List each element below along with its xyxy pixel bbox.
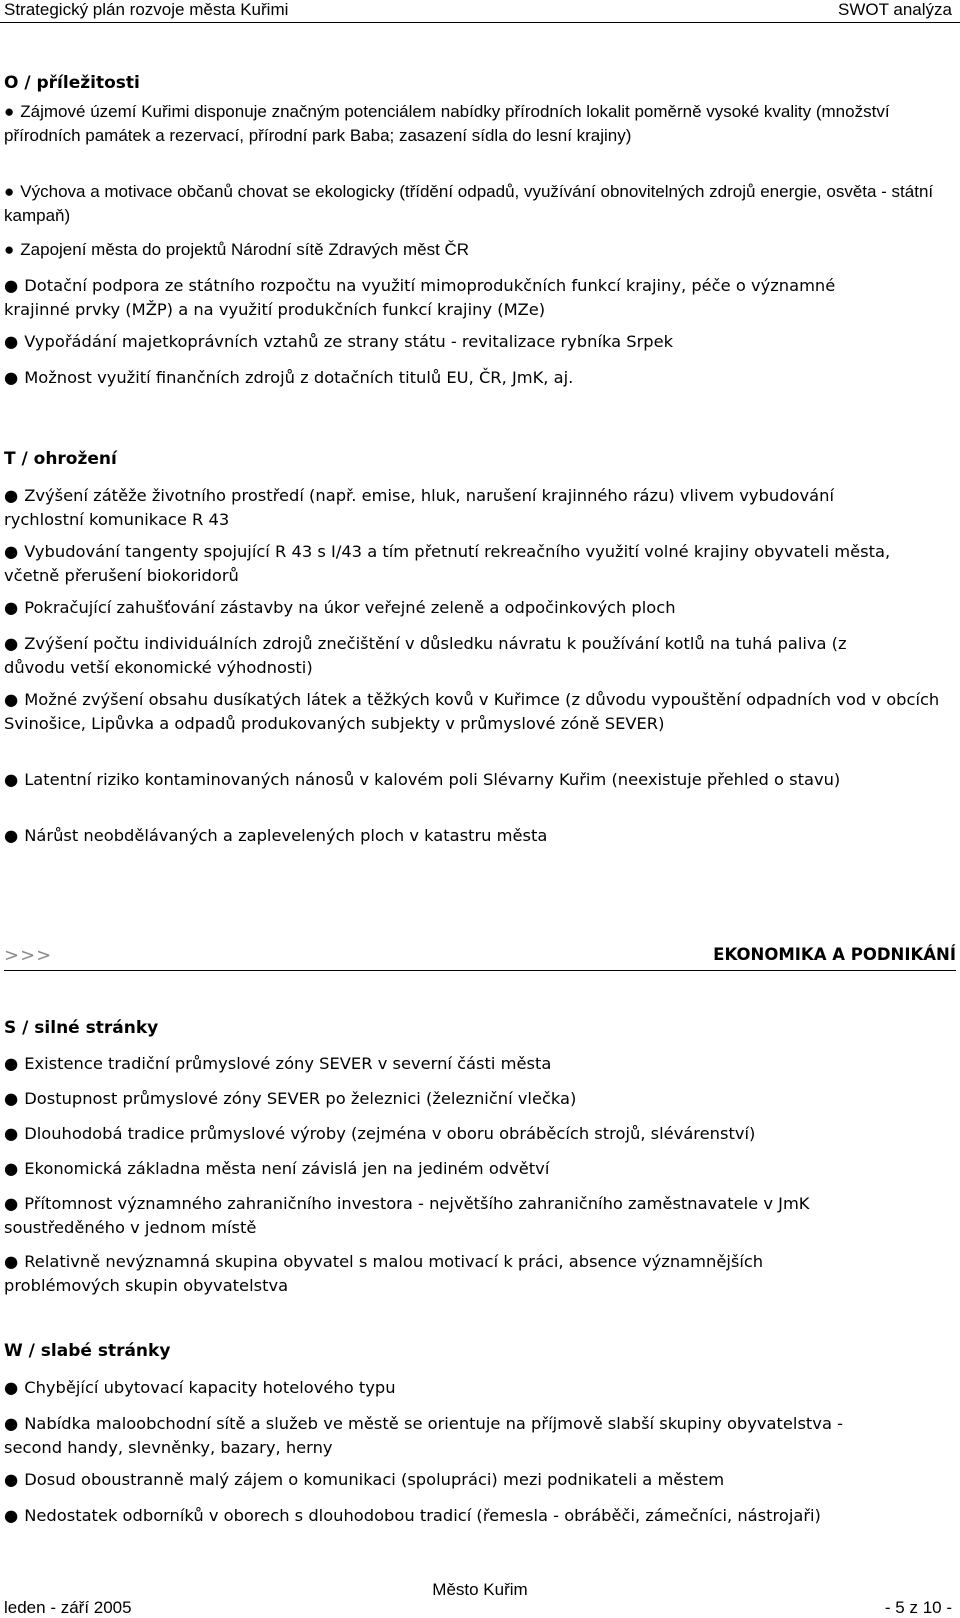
list-item: ● Vypořádání majetkoprávních vztahů ze strany státu - revitalizace rybníka Srpek (4, 330, 956, 354)
threats-section (4, 448, 956, 470)
page-header (0, 0, 960, 23)
weaknesses-section (4, 1340, 956, 1362)
section-name: SWOT analýza (837, 0, 952, 19)
list-item: ● Zvýšení počtu individuálních zdrojů znečištění v důsledku návratu k používání kotlů na tuhá paliva (z důvodu vetší ekonomické výhodnosti) (4, 632, 904, 680)
list-item: ● Ekonomická základna města není závislá jen na jediném odvětví (4, 1157, 956, 1181)
opportunities-section (4, 72, 956, 94)
chapter-divider (4, 945, 956, 971)
chapter-title: EKONOMIKA A PODNIKÁNÍ (713, 945, 956, 964)
list-item: ● Latentní riziko kontaminovaných nánosů v kalovém poli Slévarny Kuřim (neexistuje přehled o stavu) (4, 768, 924, 792)
list-item: ● Možnost využití finančních zdrojů z dotačních titulů EU, ČR, JmK, aj. (4, 366, 956, 390)
list-item: ● Nárůst neobdělávaných a zaplevelených ploch v katastru města (4, 824, 956, 848)
section-title: S / silné stránky (4, 1018, 159, 1038)
list-item: ● Pokračující zahušťování zástavby na úkor veřejné zeleně a odpočinkových ploch (4, 596, 956, 620)
list-item: ● Vybudování tangenty spojující R 43 s I/43 a tím přetnutí rekreačního využití volné krajiny obyvateli města, včetně přerušení biokoridorů (4, 540, 904, 588)
list-item: ● Existence tradiční průmyslové zóny SEVER v severní části města (4, 1052, 956, 1076)
list-item: ● Zapojení města do projektů Národní sítě Zdravých měst ČR (4, 238, 956, 262)
footer-city: Město Kuřim (432, 1580, 528, 1599)
list-item: ● Dotační podpora ze státního rozpočtu na využití mimoprodukčních funkcí krajiny, péče o významné krajinné prvky (MŽP) a na využití produkčních funkcí krajiny (MZe) (4, 274, 904, 322)
list-item: ● Přítomnost významného zahraničního investora - největšího zahraničního zaměstnavatele v JmK soustředěného v jednom místě (4, 1192, 914, 1240)
document-title: Strategický plán rozvoje města Kuřimi (4, 0, 289, 19)
list-item: ● Možné zvýšení obsahu dusíkatých látek a těžkých kovů v Kuřimce (z důvodu vypouštění odpadních vod v obcích Svinošice, Lipůvka a odpadů produkovaných subjekty v průmyslové zóně SEVER) (4, 688, 956, 736)
list-item: ● Dostupnost průmyslové zóny SEVER po železnici (železniční vlečka) (4, 1087, 956, 1111)
section-title: O / příležitosti (4, 73, 140, 93)
list-item: ● Dosud oboustranně malý zájem o komunikaci (spolupráci) mezi podnikateli a městem (4, 1468, 956, 1492)
list-item: ● Dlouhodobá tradice průmyslové výroby (zejména v oboru obráběcích strojů, slévárenství) (4, 1122, 956, 1146)
strengths-section (4, 1017, 956, 1039)
list-item: ● Výchova a motivace občanů chovat se ekologicky (třídění odpadů, využívání obnovitelných zdrojů energie, osvěta - státní kampaň) (4, 180, 956, 228)
list-item: ● Relativně nevýznamná skupina obyvatel s malou motivací k práci, absence významnějších problémových skupin obyvatelstva (4, 1250, 884, 1298)
page-number: - 5 z 10 - (884, 1598, 952, 1617)
footer-date: leden - září 2005 (4, 1598, 132, 1617)
list-item: ● Zvýšení zátěže životního prostředí (např. emise, hluk, narušení krajinného rázu) vlivem vybudování rychlostní komunikace R 43 (4, 484, 884, 532)
list-item: ● Nedostatek odborníků v oborech s dlouhodobou tradicí (řemesla - obráběči, zámečníci, nástrojaři) (4, 1504, 956, 1528)
section-title: W / slabé stránky (4, 1341, 171, 1361)
list-item: ● Chybějící ubytovací kapacity hotelového typu (4, 1376, 956, 1400)
page-footer (0, 1580, 960, 1616)
list-item: ● Nabídka maloobchodní sítě a služeb ve městě se orientuje na příjmově slabší skupiny obyvatelstva - second handy, slevněnky, bazary, herny (4, 1412, 864, 1460)
arrows-marker: >>> (4, 945, 53, 966)
section-title: T / ohrožení (4, 449, 117, 469)
list-item: ● Zájmové území Kuřimi disponuje značným potenciálem nabídky přírodních lokalit poměrně vysoké kvality (množství přírodních památek a rezervací, přírodní park Baba; zasazení sídla do lesní krajiny) (4, 100, 904, 148)
